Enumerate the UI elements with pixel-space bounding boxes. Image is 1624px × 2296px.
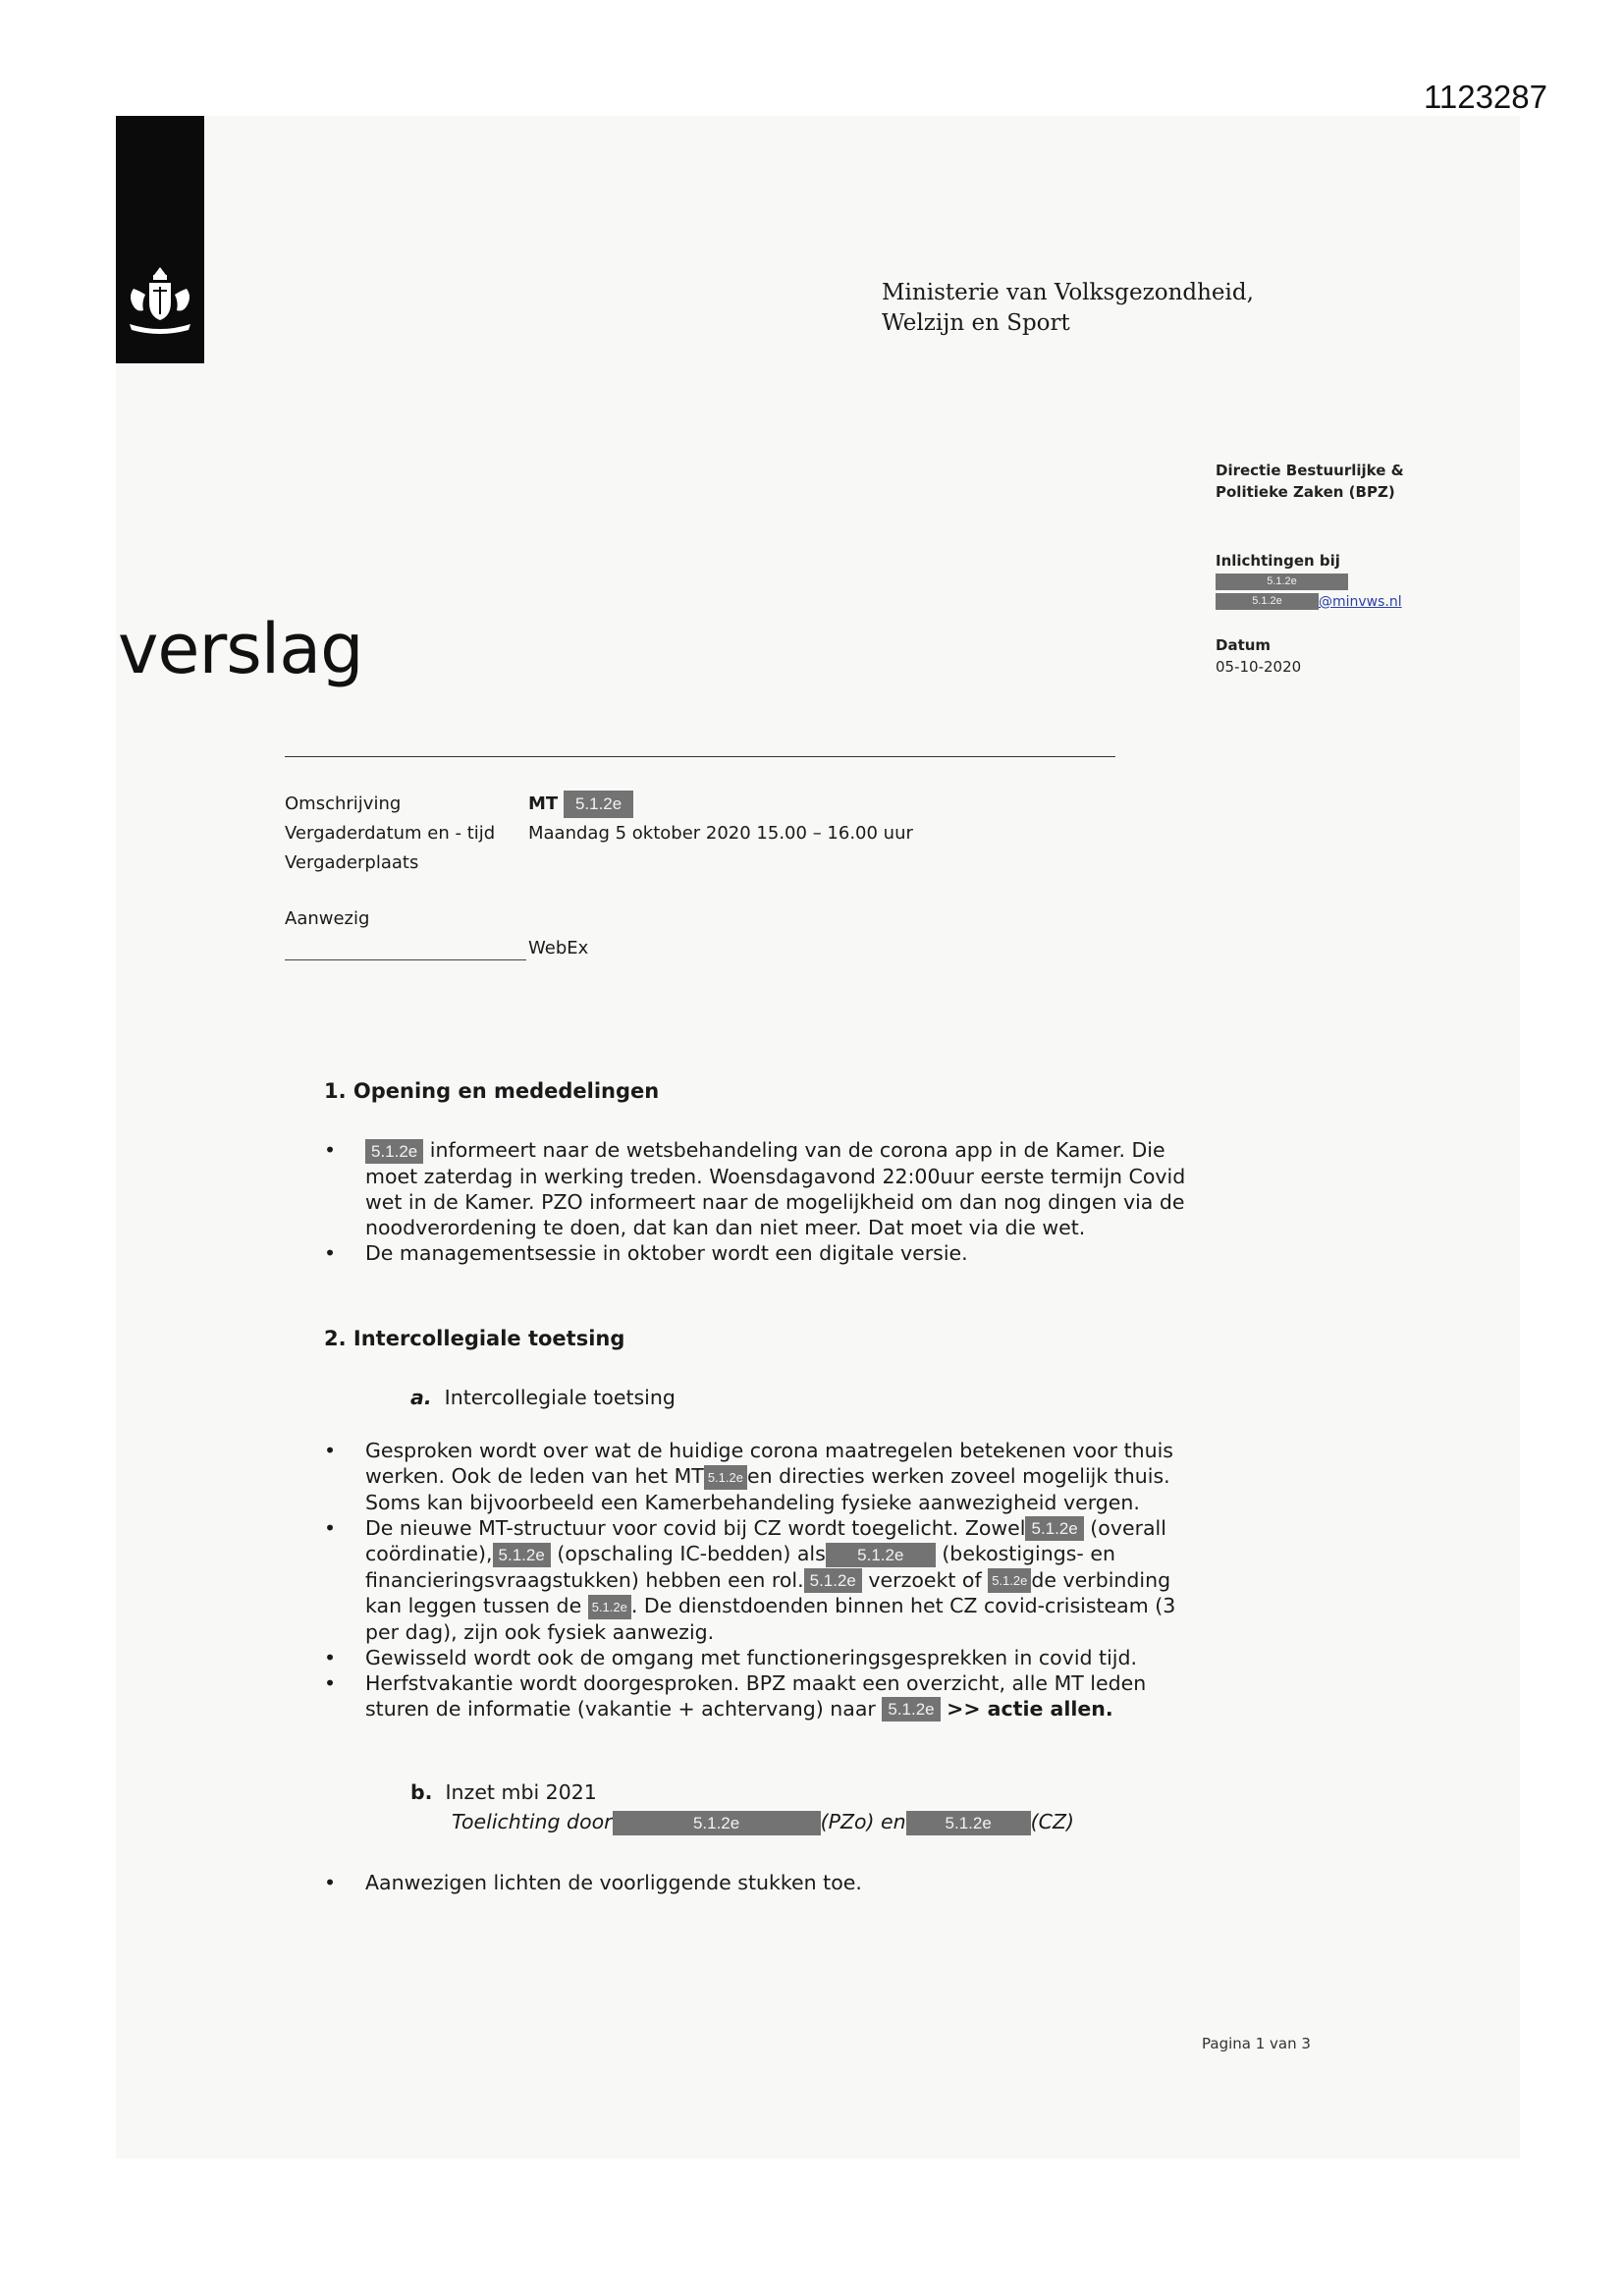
- page-number: Pagina 1 van 3: [1202, 2035, 1311, 2052]
- redaction-box: 5.1.2e: [1216, 574, 1348, 590]
- redaction-box: 5.1.2e: [988, 1568, 1031, 1593]
- list-item: • Gewisseld wordt ook de omgang met functioneringsgesprekken in covid tijd.: [324, 1645, 1198, 1670]
- section-2b-bullets: [324, 1870, 1198, 1895]
- meta-values: MT 5.1.2e Maandag 5 oktober 2020 15.00 – 16.00 uur: [528, 790, 913, 848]
- subsection-a: a. Intercollegiale toetsing: [410, 1386, 676, 1409]
- meta-labels: Omschrijving Vergaderdatum en - tijd Vergaderplaats: [285, 793, 496, 873]
- section-2-heading: 2. Intercollegiale toetsing: [324, 1327, 625, 1350]
- government-logo: [116, 116, 204, 363]
- meeting-place-value: WebEx: [528, 938, 589, 958]
- section-2-bullets: [324, 1438, 1198, 1722]
- redaction-box: 5.1.2e: [704, 1465, 747, 1490]
- redaction-box: 5.1.2e: [804, 1568, 862, 1593]
- redaction-box: 5.1.2e: [1025, 1516, 1083, 1541]
- subsection-b: b. Inzet mbi 2021 Toelichting door 5.1.2e (PZo) en 5.1.2e (CZ): [410, 1780, 1075, 1833]
- list-item: • De nieuwe MT-structuur voor covid bij CZ wordt toegelicht. Zowel 5.1.2e (overall coördinatie), 5.1.2e (opschaling IC-bedden) als 5.1.2e (bekostigings- en financieringsvraagstukken) hebben een rol. 5.1.2e verzoekt of 5.1.2e de verbinding kan leggen tussen de 5.1.2e . De dienstdoenden binnen het CZ covid-crisisteam (3 per dag), zijn ook fysiek aanwezig.: [324, 1515, 1198, 1645]
- redaction-box: 5.1.2e: [1216, 593, 1319, 610]
- redaction-box: 5.1.2e: [882, 1697, 940, 1722]
- list-item: • Aanwezigen lichten de voorliggende stukken toe.: [324, 1870, 1198, 1895]
- redaction-box: 5.1.2e: [906, 1811, 1031, 1835]
- redaction-box: 5.1.2e: [613, 1811, 821, 1835]
- section-1-heading: 1. Opening en mededelingen: [324, 1079, 660, 1103]
- email-link[interactable]: @minvws.nl: [1319, 594, 1402, 610]
- redaction-box: 5.1.2e: [826, 1543, 936, 1567]
- redaction-box: 5.1.2e: [365, 1139, 423, 1164]
- directorate: Directie Bestuurlijke & Politieke Zaken (BPZ): [1216, 462, 1404, 501]
- document-number: 1123287: [1423, 79, 1547, 115]
- document-title: verslag: [118, 609, 363, 689]
- contact-info: Inlichtingen bij 5.1.2e 5.1.2e @minvws.nl: [1216, 552, 1402, 610]
- section-1-bullets: [324, 1137, 1198, 1266]
- attendance-label: Aanwezig: [285, 908, 370, 929]
- divider: [285, 756, 1115, 757]
- redaction-box: 5.1.2e: [588, 1595, 631, 1619]
- ministry-name: Ministerie van Volksgezondheid, Welzijn en Sport: [882, 280, 1254, 336]
- list-item: • 5.1.2e informeert naar de wetsbehandeling van de corona app in de Kamer. Die moet zaterdag in werking treden. Woensdagavond 22:00uur eerste termijn Covid wet in de Kamer. PZO informeert naar de mogelijkheid om dan nog dingen via de noodverordening te doen, dat kan dan niet meer. Dat moet via die wet.: [324, 1137, 1198, 1240]
- coat-of-arms-icon: [124, 263, 196, 338]
- redaction-box: 5.1.2e: [564, 791, 633, 818]
- list-item: • Herfstvakantie wordt doorgesproken. BPZ maakt een overzicht, alle MT leden sturen de informatie (vakantie + achtervang) naar 5.1.2e >> actie allen.: [324, 1670, 1198, 1722]
- redaction-box: 5.1.2e: [493, 1543, 551, 1567]
- divider: [285, 959, 526, 960]
- date-block: Datum 05-10-2020: [1216, 636, 1302, 676]
- list-item: • Gesproken wordt over wat de huidige corona maatregelen betekenen voor thuis werken. Ook de leden van het MT 5.1.2e en directies werken zoveel mogelijk thuis. Soms kan bijvoorbeeld een Kamerbehandeling fysieke aanwezigheid vergen.: [324, 1438, 1198, 1515]
- list-item: • De managementsessie in oktober wordt een digitale versie.: [324, 1240, 1198, 1266]
